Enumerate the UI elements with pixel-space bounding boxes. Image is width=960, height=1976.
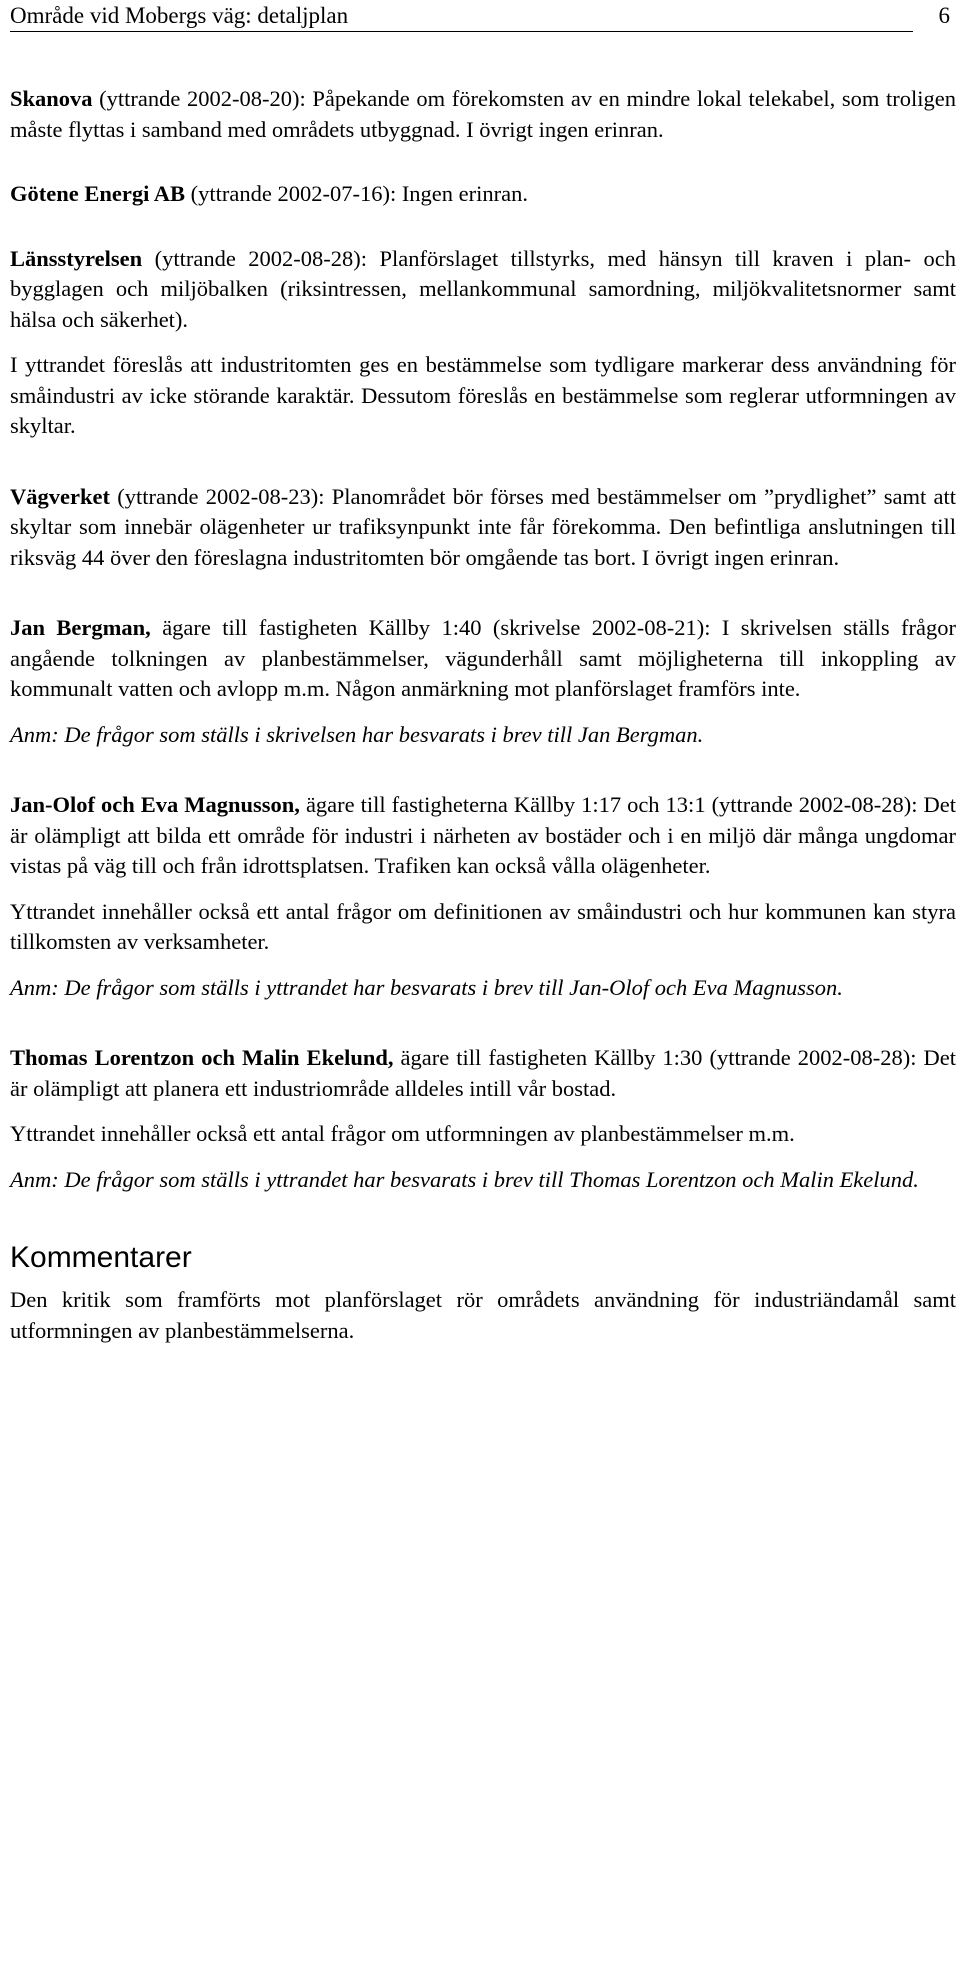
entry-name: Jan-Olof och Eva Magnusson, (10, 792, 300, 817)
entry-name: Götene Energi AB (10, 181, 185, 206)
entry-note: Anm: De frågor som ställs i yttrandet har besvarats i brev till Jan-Olof och Eva Magnusson. (10, 974, 843, 1000)
entry-note: Anm: De frågor som ställs i skrivelsen har besvarats i brev till Jan Bergman. (10, 721, 704, 747)
entry-paragraph: Jan-Olof och Eva Magnusson, ägare till fastigheterna Källby 1:17 och 13:1 (yttrande 2002-08-28): Det är olämpligt att bilda ett område för industri i närheten av bostäder och i en miljö där många ungdomar vistas på väg till och från idrottsplatsen. Trafiken kan också vålla olägenheter. (10, 792, 956, 878)
entry-paragraph: Jan Bergman, ägare till fastigheten Källby 1:40 (skrivelse 2002-08-21): I skrivelsen ställs frågor angående tolkningen av planbestämmelser, vägunderhåll samt möjligheterna till inkoppling av kommunalt vatten och avlopp m.m. Någon anmärkning mot planförslaget framförs inte. (10, 615, 956, 701)
section-heading-kommentarer: Kommentarer (10, 1241, 192, 1274)
entry-paragraph: Yttrandet innehåller också ett antal frågor om utformningen av planbestämmelser m.m. (10, 1121, 795, 1146)
entry-gotene-energi (10, 179, 956, 210)
entry-name: Jan Bergman, (10, 615, 151, 640)
header-rule (10, 31, 913, 32)
entry-lansstyrelsen (10, 244, 956, 442)
entry-lorentzon-ekelund (10, 1043, 956, 1195)
entry-paragraph: Skanova (yttrande 2002-08-20): Påpekande om förekomsten av en mindre lokal telekabel, som troligen måste flyttas i samband med områdets utbyggnad. I övrigt ingen erinran. (10, 86, 956, 142)
document-body (10, 84, 956, 1346)
entry-skanova (10, 84, 956, 145)
entry-name: Thomas Lorentzon och Malin Ekelund, (10, 1045, 394, 1070)
page-number: 6 (938, 3, 950, 28)
comments-paragraph: Den kritik som framförts mot planförslaget rör områdets användning för industriändamål samt utformningen av planbestämmelserna. (10, 1287, 956, 1343)
page-header (10, 2, 950, 30)
entry-paragraph: Götene Energi AB (yttrande 2002-07-16): Ingen erinran. (10, 181, 529, 206)
entry-vagverket (10, 482, 956, 574)
entry-paragraph: Yttrandet innehåller också ett antal frågor om definitionen av småindustri och hur kommunen kan styra tillkomsten av verksamheter. (10, 898, 956, 954)
entry-name: Vägverket (10, 483, 110, 509)
entry-jan-bergman (10, 613, 956, 750)
entry-paragraph: Vägverket (yttrande 2002-08-23): Planområdet bör förses med bestämmelser om ”prydlighet” samt att skyltar som innebär olägenheter ur trafiksynpunkt inte får förekomma. Den befintliga anslutningen till riksväg 44 över den föreslagna industritomten bör omgående tas bort. I övrigt ingen erinran. (10, 483, 956, 570)
entry-magnusson (10, 790, 956, 1003)
entry-paragraph: I yttrandet föreslås att industritomten ges en bestämmelse som tydligare markerar dess användning för småindustri av icke störande karaktär. Dessutom föreslås en bestämmelse som reglerar utformningen av skyltar. (10, 352, 956, 438)
entry-paragraph: Länsstyrelsen (yttrande 2002-08-28): Planförslaget tillstyrks, med hänsyn till kraven i plan- och bygglagen och miljöbalken (riksintressen, mellankommunal samordning, miljökvalitetsnormer samt hälsa och säkerhet). (10, 245, 957, 332)
entry-name: Länsstyrelsen (10, 245, 143, 271)
entry-paragraph: Thomas Lorentzon och Malin Ekelund, ägare till fastigheten Källby 1:30 (yttrande 2002-08-28): Det är olämpligt att planera ett industriområde alldeles intill vår bostad. (10, 1045, 956, 1101)
document-title: Område vid Mobergs väg: detaljplan (10, 3, 349, 28)
entry-note: Anm: De frågor som ställs i yttrandet har besvarats i brev till Thomas Lorentzon och Malin Ekelund. (10, 1166, 919, 1192)
entry-name: Skanova (10, 86, 93, 111)
